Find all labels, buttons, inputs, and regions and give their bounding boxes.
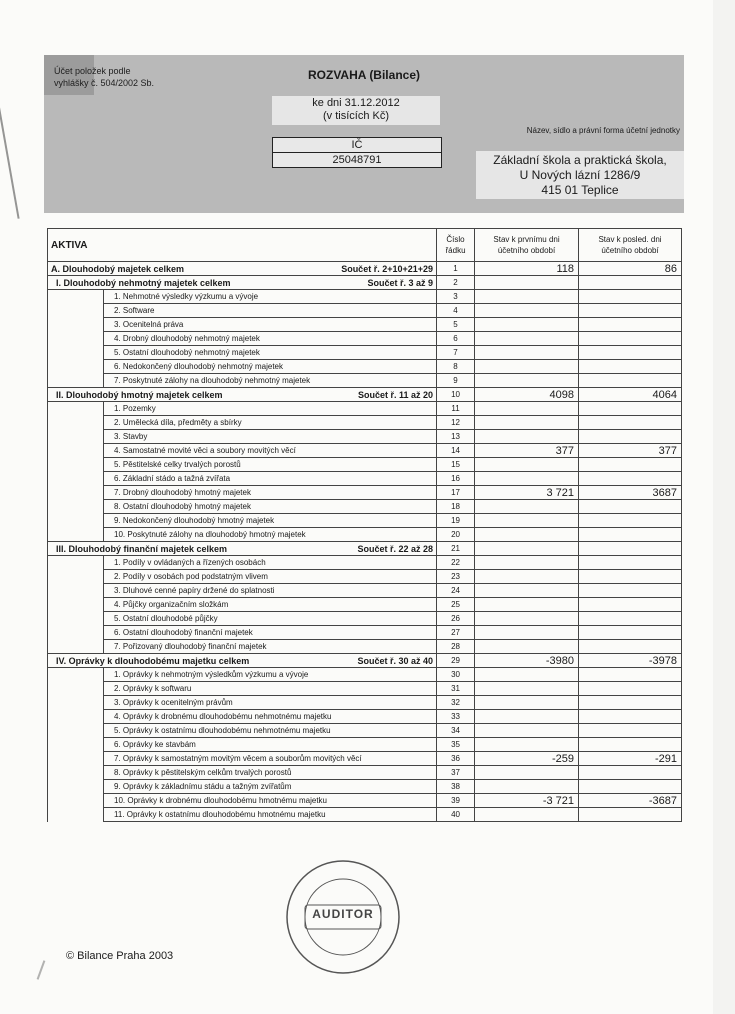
group-label: [48, 388, 437, 402]
value-last-period: [579, 416, 682, 430]
value-prev-period: 118: [475, 262, 579, 276]
value-last-period: [579, 668, 682, 682]
value-prev-period: [475, 696, 579, 710]
value-last-period: [579, 318, 682, 332]
value-prev-period: [475, 374, 579, 388]
item-label: 8. Ostatní dlouhodobý hmotný majetek: [104, 500, 437, 514]
value-prev-period: [475, 766, 579, 780]
item-label: 4. Půjčky organizačním složkám: [104, 598, 437, 612]
row-number: 22: [437, 556, 475, 570]
row-number: 33: [437, 710, 475, 724]
item-label: 3. Ocenitelná práva: [104, 318, 437, 332]
table-row: [48, 808, 682, 822]
value-prev-period: [475, 542, 579, 556]
table-row: [48, 304, 682, 318]
indent-cell: [48, 374, 104, 388]
row-number: 32: [437, 696, 475, 710]
sum-formula: Součet ř. 3 až 9: [367, 277, 434, 288]
value-last-period: [579, 276, 682, 290]
row-number: 34: [437, 724, 475, 738]
value-prev-period: 4098: [475, 388, 579, 402]
row-number: 4: [437, 304, 475, 318]
value-last-period: [579, 402, 682, 416]
indent-cell: [48, 430, 104, 444]
item-label: 4. Drobný dlouhodobý nehmotný majetek: [104, 332, 437, 346]
indent-cell: [48, 472, 104, 486]
section-title: AKTIVA: [48, 229, 437, 262]
item-label: 7. Oprávky k samostatným movitým věcem a souborům movitých věcí: [104, 752, 437, 766]
value-last-period: [579, 514, 682, 528]
table-row: [48, 542, 682, 556]
item-label: 10. Oprávky k drobnému dlouhodobému hmotnému majetku: [104, 794, 437, 808]
value-last-period: [579, 584, 682, 598]
indent-cell: [48, 598, 104, 612]
row-number: 8: [437, 360, 475, 374]
item-label: 2. Podíly v osobách pod podstatným vlivem: [104, 570, 437, 584]
indent-cell: [48, 332, 104, 346]
value-last-period: [579, 766, 682, 780]
row-number: 37: [437, 766, 475, 780]
value-prev-period: 3 721: [475, 486, 579, 500]
table-row: [48, 332, 682, 346]
table-row: [48, 458, 682, 472]
value-last-period: [579, 290, 682, 304]
table-row: [48, 780, 682, 794]
value-last-period: [579, 542, 682, 556]
indent-cell: [48, 724, 104, 738]
indent-cell: [48, 668, 104, 682]
item-label: 3. Oprávky k ocenitelným právům: [104, 696, 437, 710]
column-header-line: Stav k posled. dni: [598, 235, 662, 244]
indent-cell: [48, 584, 104, 598]
row-number: 21: [437, 542, 475, 556]
value-prev-period: [475, 612, 579, 626]
value-prev-period: [475, 598, 579, 612]
table-row: [48, 514, 682, 528]
value-last-period: [579, 682, 682, 696]
table-row: [48, 318, 682, 332]
row-number: 24: [437, 584, 475, 598]
value-prev-period: [475, 780, 579, 794]
value-prev-period: [475, 304, 579, 318]
table-row: [48, 612, 682, 626]
indent-cell: [48, 528, 104, 542]
value-prev-period: [475, 318, 579, 332]
indent-cell: [48, 346, 104, 360]
regulation-note-line: vyhlášky č. 504/2002 Sb.: [54, 78, 155, 88]
table-row: [48, 276, 682, 290]
column-header-row-number: [437, 229, 475, 262]
item-label: 6. Ostatní dlouhodobý finanční majetek: [104, 626, 437, 640]
value-last-period: -3687: [579, 794, 682, 808]
value-last-period: [579, 500, 682, 514]
indent-cell: [48, 696, 104, 710]
value-prev-period: 377: [475, 444, 579, 458]
value-prev-period: [475, 570, 579, 584]
table-row: [48, 556, 682, 570]
column-header-prev-period: [475, 229, 579, 262]
item-label: 6. Oprávky ke stavbám: [104, 738, 437, 752]
value-last-period: [579, 304, 682, 318]
value-prev-period: [475, 808, 579, 822]
group-title: III. Dlouhodobý finanční majetek celkem: [56, 543, 228, 554]
value-last-period: [579, 346, 682, 360]
row-number: 27: [437, 626, 475, 640]
table-row: [48, 584, 682, 598]
value-prev-period: [475, 556, 579, 570]
row-number: 10: [437, 388, 475, 402]
value-last-period: [579, 360, 682, 374]
item-label: 7. Poskytnuté zálohy na dlouhodobý nehmotný majetek: [104, 374, 437, 388]
indent-cell: [48, 612, 104, 626]
indent-cell: [48, 794, 104, 808]
row-number: 7: [437, 346, 475, 360]
row-number: 29: [437, 654, 475, 668]
group-label: [48, 542, 437, 556]
value-last-period: [579, 780, 682, 794]
indent-cell: [48, 514, 104, 528]
value-prev-period: [475, 346, 579, 360]
value-last-period: [579, 696, 682, 710]
table-row: [48, 794, 682, 808]
item-label: 9. Nedokončený dlouhodobý hmotný majetek: [104, 514, 437, 528]
value-prev-period: [475, 430, 579, 444]
table-row: [48, 388, 682, 402]
table-row: [48, 668, 682, 682]
value-last-period: [579, 738, 682, 752]
item-label: 1. Podíly v ovládaných a řízených osobách: [104, 556, 437, 570]
scan-mark: [0, 41, 20, 219]
table-row: [48, 444, 682, 458]
indent-cell: [48, 500, 104, 514]
value-last-period: [579, 472, 682, 486]
group-title: II. Dlouhodobý hmotný majetek celkem: [56, 389, 223, 400]
item-label: 2. Umělecká díla, předměty a sbírky: [104, 416, 437, 430]
table-row: [48, 738, 682, 752]
table-row: [48, 472, 682, 486]
value-last-period: -291: [579, 752, 682, 766]
row-number: 26: [437, 612, 475, 626]
table-row: [48, 766, 682, 780]
table-row: [48, 402, 682, 416]
indent-cell: [48, 402, 104, 416]
value-last-period: [579, 528, 682, 542]
value-prev-period: [475, 416, 579, 430]
item-label: 4. Samostatné movité věci a soubory movitých věcí: [104, 444, 437, 458]
item-label: 1. Oprávky k nehmotným výsledkům výzkumu a vývoje: [104, 668, 437, 682]
indent-cell: [48, 766, 104, 780]
form-title: ROZVAHA (Bilance): [307, 68, 420, 82]
stamp-text: AUDITOR: [312, 907, 374, 921]
item-label: 7. Drobný dlouhodobý hmotný majetek: [104, 486, 437, 500]
row-number: 1: [437, 262, 475, 276]
ic-value: 25048791: [273, 152, 441, 167]
table-row: [48, 626, 682, 640]
row-number: 39: [437, 794, 475, 808]
item-label: 5. Ostatní dlouhodobý nehmotný majetek: [104, 346, 437, 360]
indent-cell: [48, 738, 104, 752]
column-header-line: účetního období: [601, 246, 659, 255]
table-row: [48, 486, 682, 500]
item-label: 10. Poskytnuté zálohy na dlouhodobý hmotný majetek: [104, 528, 437, 542]
scan-mark: [37, 960, 46, 979]
item-label: 6. Nedokončený dlouhodobý nehmotný majetek: [104, 360, 437, 374]
value-last-period: 377: [579, 444, 682, 458]
value-last-period: [579, 374, 682, 388]
row-number: 19: [437, 514, 475, 528]
report-date: ke dni 31.12.2012: [312, 97, 400, 109]
row-number: 6: [437, 332, 475, 346]
units-note: (v tisících Kč): [322, 110, 389, 122]
group-title: A. Dlouhodobý majetek celkem: [51, 263, 185, 274]
table-row: [48, 724, 682, 738]
value-last-period: [579, 612, 682, 626]
row-number: 30: [437, 668, 475, 682]
value-prev-period: [475, 710, 579, 724]
entity-box: [476, 151, 684, 199]
value-prev-period: [475, 290, 579, 304]
ic-box: [272, 137, 442, 168]
row-number: 16: [437, 472, 475, 486]
item-label: 6. Základní stádo a tažná zvířata: [104, 472, 437, 486]
indent-cell: [48, 570, 104, 584]
table-row: [48, 598, 682, 612]
row-number: 31: [437, 682, 475, 696]
value-prev-period: -259: [475, 752, 579, 766]
table-row: [48, 752, 682, 766]
value-prev-period: [475, 514, 579, 528]
group-label: [48, 262, 437, 276]
group-label: [48, 654, 437, 668]
value-prev-period: [475, 472, 579, 486]
table-row: [48, 654, 682, 668]
row-number: 20: [437, 528, 475, 542]
scan-edge: [713, 0, 735, 1014]
value-last-period: [579, 724, 682, 738]
value-last-period: [579, 332, 682, 346]
column-header-line: Číslo: [446, 235, 465, 244]
sum-formula: Součet ř. 2+10+21+29: [341, 263, 434, 274]
sum-formula: Součet ř. 30 až 40: [357, 655, 434, 666]
row-number: 3: [437, 290, 475, 304]
header-band: [44, 55, 684, 213]
row-number: 12: [437, 416, 475, 430]
value-last-period: 86: [579, 262, 682, 276]
value-prev-period: [475, 640, 579, 654]
item-label: 9. Oprávky k základnímu stádu a tažným zvířatům: [104, 780, 437, 794]
table-row: [48, 290, 682, 304]
table-row: [48, 710, 682, 724]
indent-cell: [48, 640, 104, 654]
value-last-period: [579, 710, 682, 724]
value-prev-period: [475, 724, 579, 738]
value-prev-period: [475, 402, 579, 416]
indent-cell: [48, 458, 104, 472]
row-number: 11: [437, 402, 475, 416]
indent-cell: [48, 752, 104, 766]
table-row: [48, 696, 682, 710]
value-last-period: [579, 430, 682, 444]
row-number: 36: [437, 752, 475, 766]
table-row: [48, 430, 682, 444]
value-prev-period: [475, 682, 579, 696]
value-prev-period: [475, 332, 579, 346]
row-number: 9: [437, 374, 475, 388]
table-row: [48, 570, 682, 584]
column-header-line: Stav k prvnímu dni: [493, 235, 560, 244]
indent-cell: [48, 780, 104, 794]
entity-city: 415 01 Teplice: [541, 183, 619, 197]
item-label: 5. Ostatní dlouhodobé půjčky: [104, 612, 437, 626]
item-label: 5. Oprávky k ostatnímu dlouhodobému nehmotnému majetku: [104, 724, 437, 738]
value-prev-period: [475, 626, 579, 640]
value-last-period: [579, 808, 682, 822]
indent-cell: [48, 416, 104, 430]
value-last-period: 4064: [579, 388, 682, 402]
value-prev-period: [475, 738, 579, 752]
value-prev-period: [475, 360, 579, 374]
column-header-last-period: [579, 229, 682, 262]
table-row: [48, 640, 682, 654]
sum-formula: Součet ř. 22 až 28: [357, 543, 434, 554]
indent-cell: [48, 808, 104, 822]
indent-cell: [48, 710, 104, 724]
indent-cell: [48, 556, 104, 570]
entity-street: U Nových lázní 1286/9: [519, 168, 641, 182]
row-number: 35: [437, 738, 475, 752]
item-label: 7. Pořizovaný dlouhodobý finanční majetek: [104, 640, 437, 654]
table-row: [48, 528, 682, 542]
table-row: [48, 416, 682, 430]
value-prev-period: -3980: [475, 654, 579, 668]
item-label: 3. Stavby: [104, 430, 437, 444]
value-prev-period: [475, 668, 579, 682]
row-number: 14: [437, 444, 475, 458]
item-label: 2. Software: [104, 304, 437, 318]
row-number: 17: [437, 486, 475, 500]
item-label: 4. Oprávky k drobnému dlouhodobému nehmotnému majetku: [104, 710, 437, 724]
value-last-period: [579, 598, 682, 612]
item-label: 1. Pozemky: [104, 402, 437, 416]
indent-cell: [48, 486, 104, 500]
table-row: [48, 500, 682, 514]
row-number: 13: [437, 430, 475, 444]
indent-cell: [48, 626, 104, 640]
table-row: [48, 360, 682, 374]
indent-cell: [48, 290, 104, 304]
value-last-period: 3687: [579, 486, 682, 500]
value-prev-period: -3 721: [475, 794, 579, 808]
column-header-line: účetního období: [497, 246, 556, 255]
value-last-period: [579, 556, 682, 570]
item-label: 3. Dluhové cenné papíry držené do splatnosti: [104, 584, 437, 598]
table-row: [48, 262, 682, 276]
value-prev-period: [475, 584, 579, 598]
value-prev-period: [475, 276, 579, 290]
row-number: 38: [437, 780, 475, 794]
value-last-period: [579, 458, 682, 472]
item-label: 1. Nehmotné výsledky výzkumu a vývoje: [104, 290, 437, 304]
row-number: 15: [437, 458, 475, 472]
column-header-line: řádku: [445, 246, 466, 255]
ic-label: IČ: [351, 139, 363, 151]
indent-cell: [48, 682, 104, 696]
copyright-note: © Bilance Praha 2003: [66, 950, 174, 962]
value-prev-period: [475, 500, 579, 514]
entity-name: Základní škola a praktická škola,: [493, 153, 667, 167]
row-number: 28: [437, 640, 475, 654]
auditor-stamp: [283, 857, 403, 977]
row-number: 23: [437, 570, 475, 584]
value-last-period: -3978: [579, 654, 682, 668]
entity-caption: Název, sídlo a právní forma účetní jednotky: [526, 126, 680, 135]
item-label: 11. Oprávky k ostatnímu dlouhodobému hmotnému majetku: [104, 808, 437, 822]
group-title: I. Dlouhodobý nehmotný majetek celkem: [56, 277, 231, 288]
value-prev-period: [475, 458, 579, 472]
row-number: 40: [437, 808, 475, 822]
value-last-period: [579, 626, 682, 640]
value-last-period: [579, 570, 682, 584]
row-number: 2: [437, 276, 475, 290]
row-number: 18: [437, 500, 475, 514]
balance-table: [47, 228, 682, 822]
group-title: IV. Oprávky k dlouhodobému majetku celkem: [56, 655, 250, 666]
sum-formula: Součet ř. 11 až 20: [357, 389, 434, 400]
row-number: 25: [437, 598, 475, 612]
table-row: [48, 346, 682, 360]
value-last-period: [579, 640, 682, 654]
date-box: [272, 96, 440, 125]
table-row: [48, 682, 682, 696]
row-number: 5: [437, 318, 475, 332]
indent-cell: [48, 304, 104, 318]
indent-cell: [48, 318, 104, 332]
item-label: 2. Oprávky k softwaru: [104, 682, 437, 696]
value-prev-period: [475, 528, 579, 542]
item-label: 8. Oprávky k pěstitelským celkům trvalých porostů: [104, 766, 437, 780]
group-label: [48, 276, 437, 290]
regulation-note-line: Účet položek podle: [54, 66, 131, 76]
indent-cell: [48, 444, 104, 458]
table-row: [48, 374, 682, 388]
indent-cell: [48, 360, 104, 374]
item-label: 5. Pěstitelské celky trvalých porostů: [104, 458, 437, 472]
